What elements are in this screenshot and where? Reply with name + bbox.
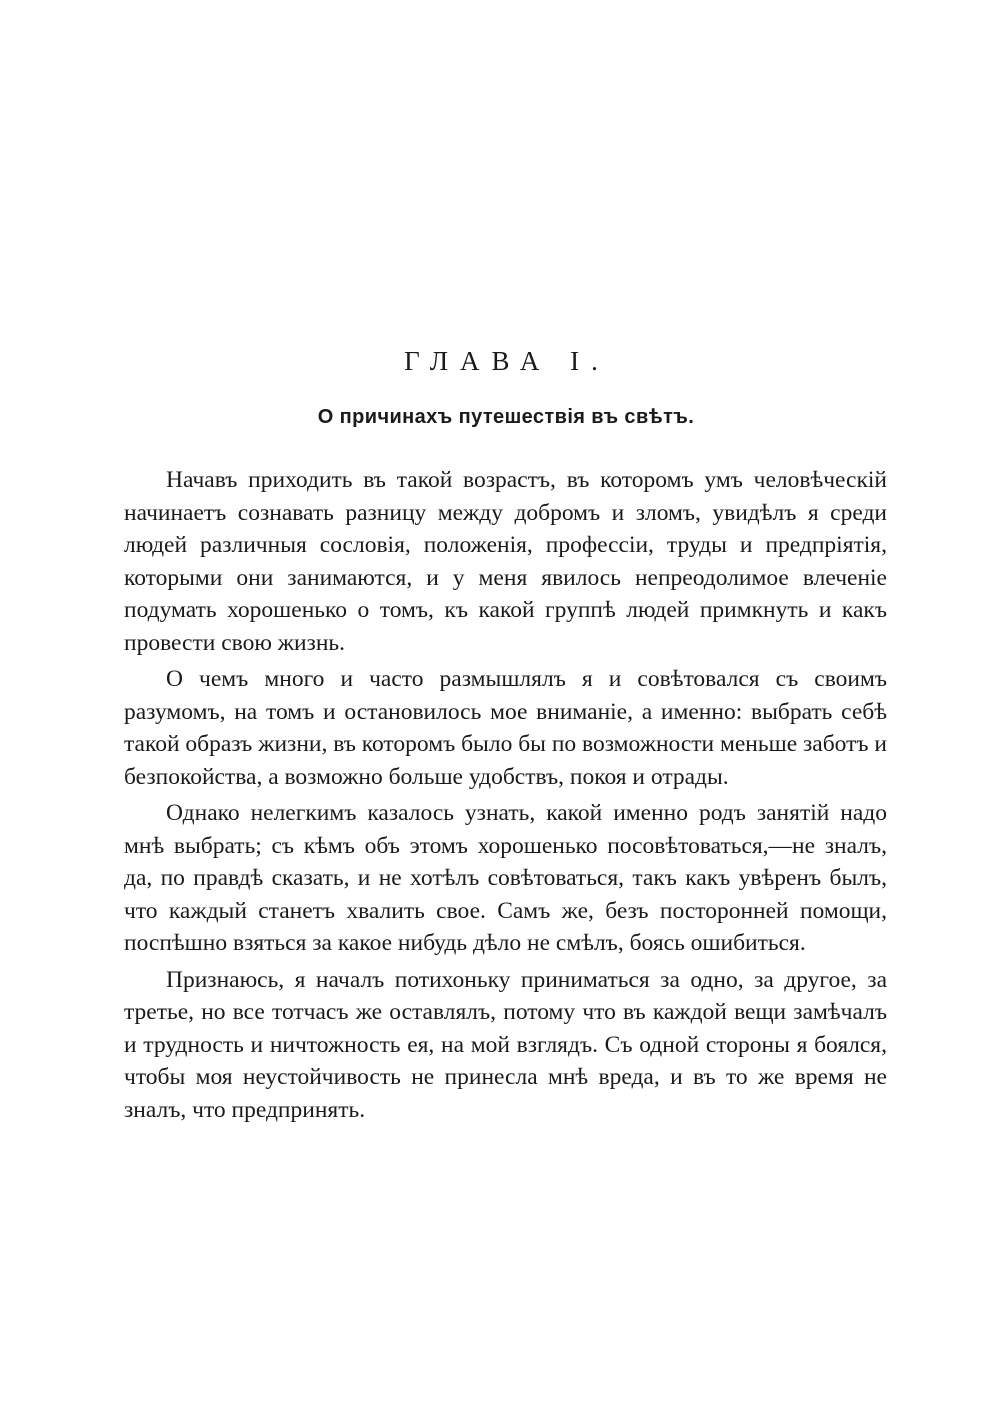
paragraph-4: Признаюсь, я началъ потихоньку приниматься за одно, за другое, за третье, но все тотчасъ же оставлялъ, потому что въ каждой вещи замѣчалъ и трудность и ничтожность ея, на мой взглядъ. Съ одной стороны я боялся, чтобы моя неустойчивость не принесла мнѣ вреда, и въ то же время не зналъ, что предпринять. xyxy=(124,966,887,1123)
chapter-body xyxy=(124,464,887,1126)
paragraph-3: Однако нелегкимъ казалось узнать, какой именно родъ занятій надо мнѣ выбрать; съ кѣмъ объ этомъ хорошенько посовѣтоваться,—не зналъ, да, по правдѣ сказать, и не хотѣлъ совѣтоваться, такъ какъ увѣренъ былъ, что каждый станетъ хвалить свое. Самъ же, безъ посторонней помощи, поспѣшно взяться за какое нибудь дѣло не смѣлъ, боясь ошибиться. xyxy=(124,800,887,956)
paragraph-2: О чемъ много и часто размышлялъ я и совѣтовался съ своимъ разумомъ, на томъ и остановилось мое вниманіе, а именно: выбрать себѣ такой образъ жизни, въ которомъ было бы по возможности меньше заботъ и безпокойства, а возможно больше удобствъ, покоя и отрады. xyxy=(124,666,887,790)
chapter-subtitle: О причинахъ путешествія въ свѣтъ. xyxy=(317,406,695,428)
chapter-title: ГЛАВА I. xyxy=(404,346,610,376)
paragraph-1: Начавъ приходить въ такой возрастъ, въ которомъ умъ человѣческій начинаетъ сознавать разницу между добромъ и зломъ, увидѣлъ я среди людей различныя сословія, положенія, профессіи, труды и предпріятія, которыми они занимаются, и у меня явилось непреодолимое влеченіе подумать хорошенько о томъ, къ какой группѣ людей примкнуть и какъ провести свою жизнь. xyxy=(124,467,887,656)
